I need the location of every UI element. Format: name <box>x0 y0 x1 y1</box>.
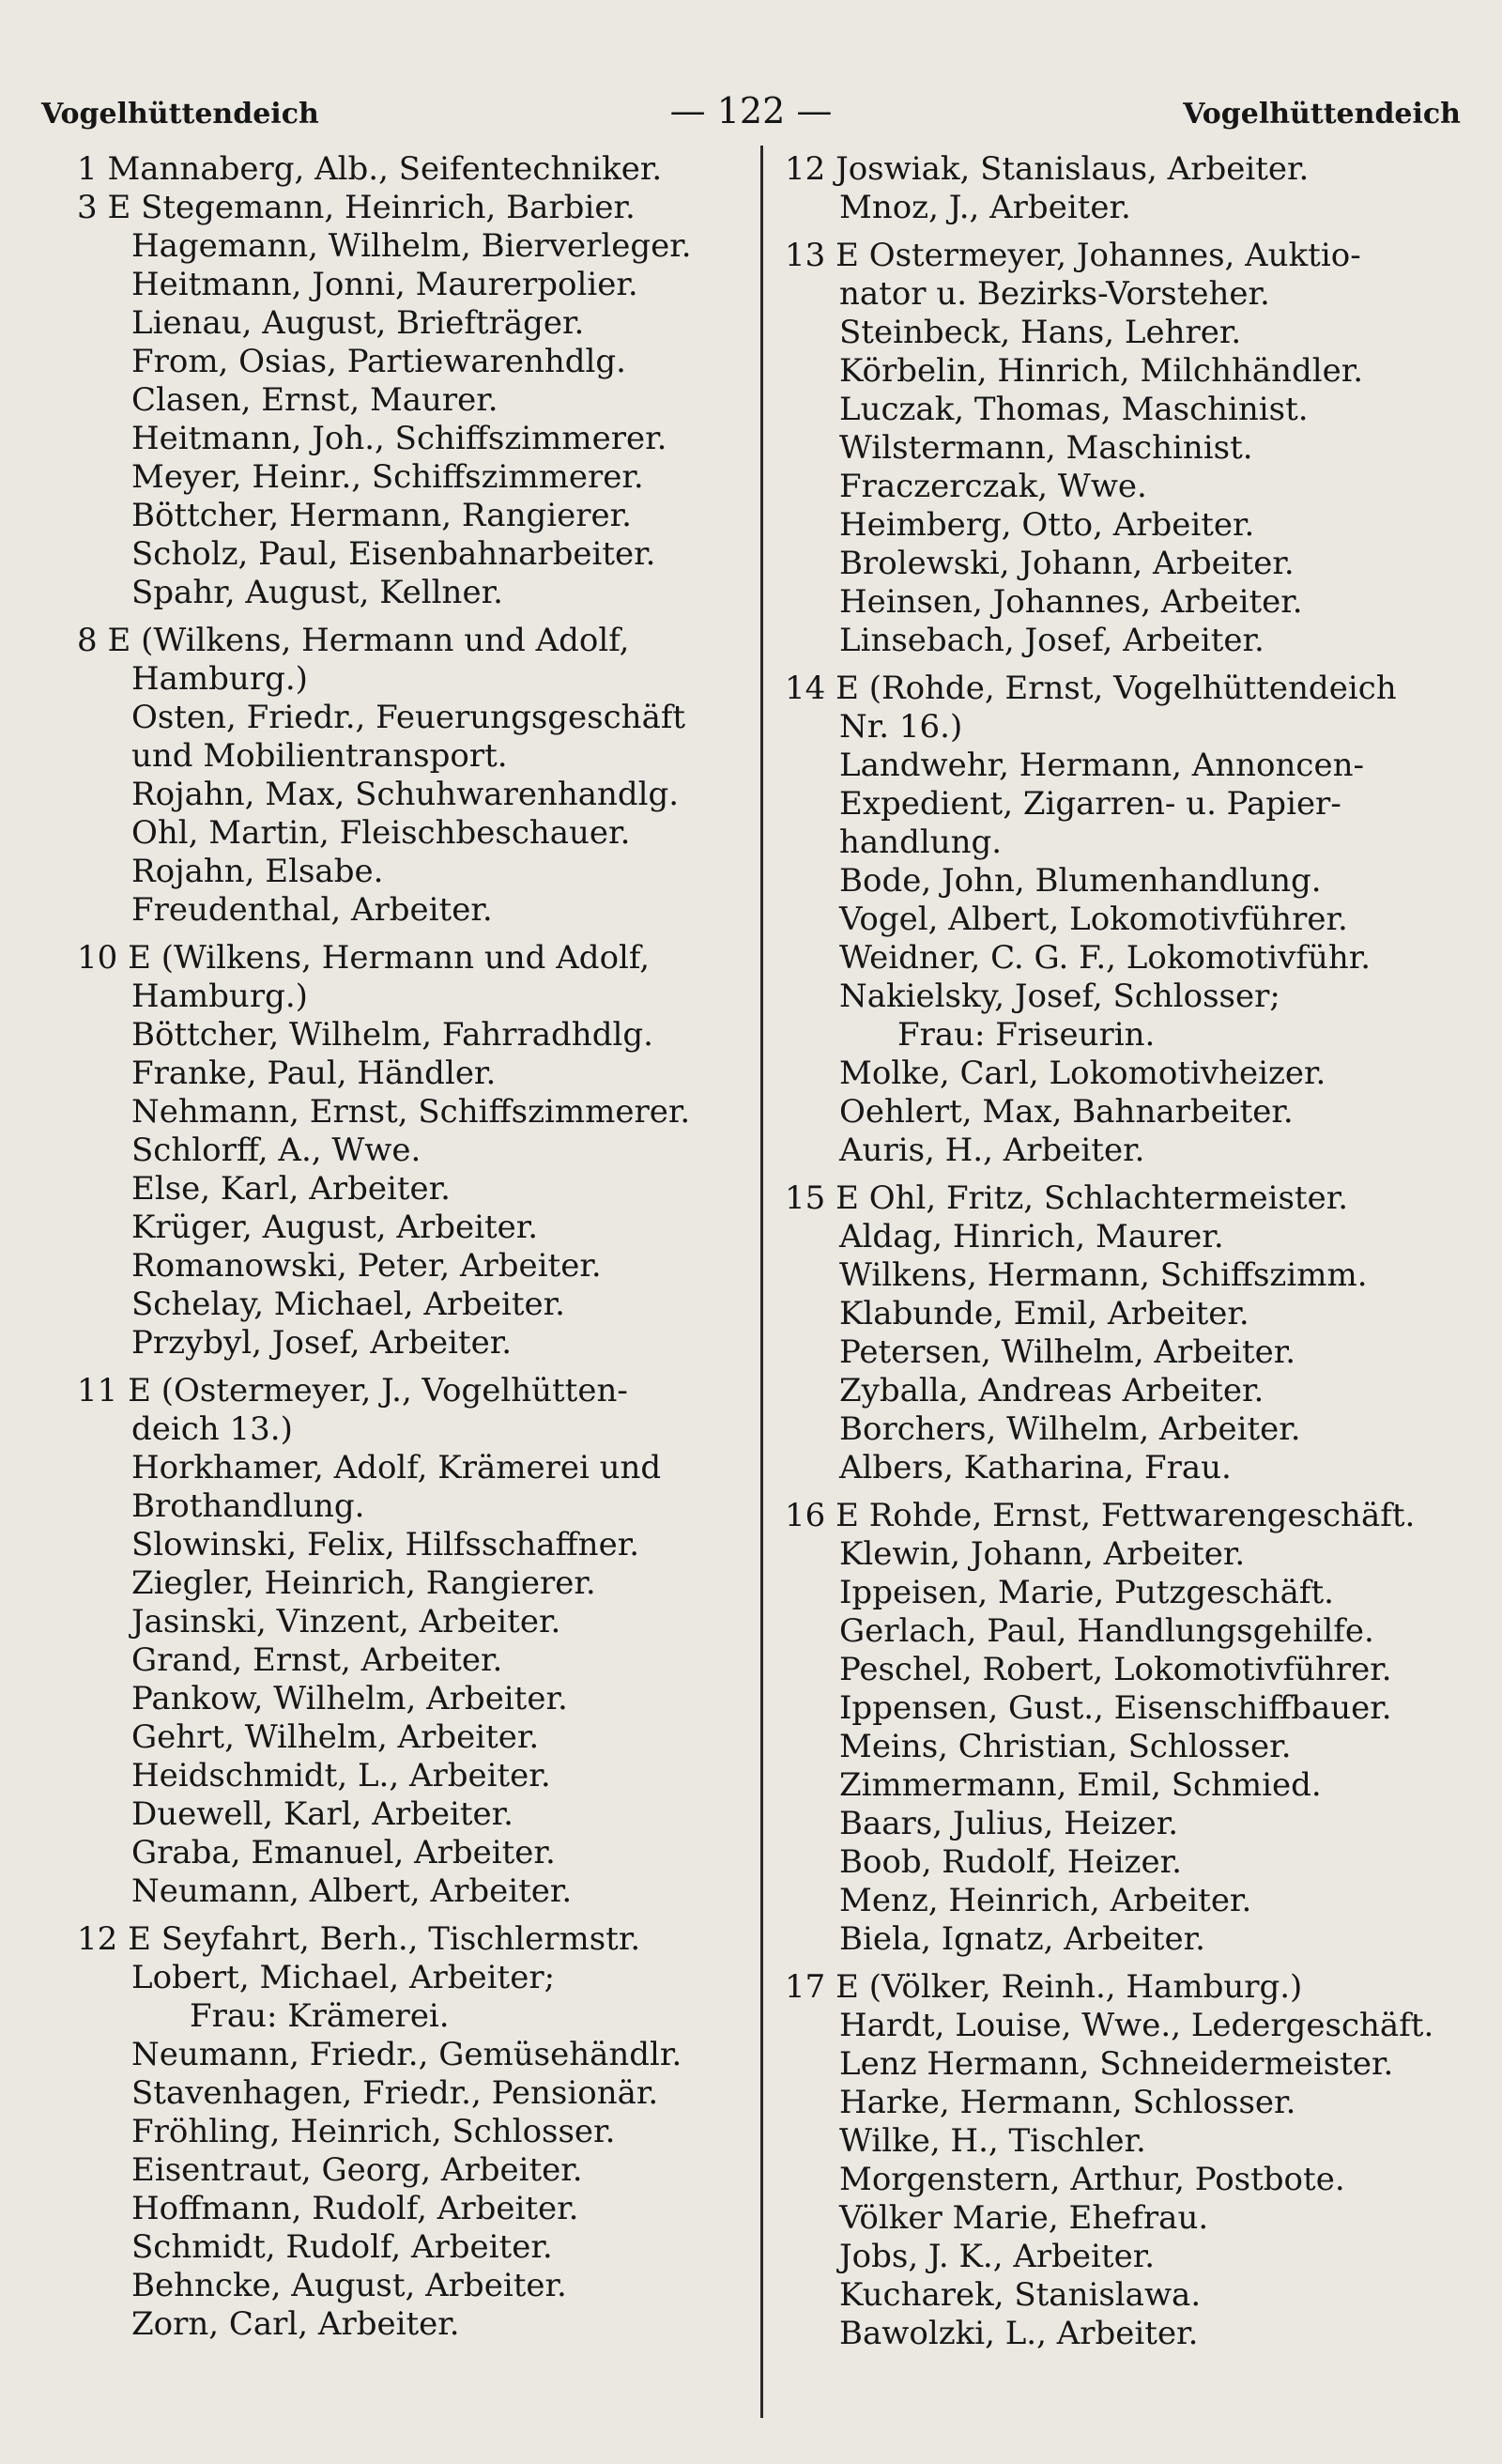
directory-line: Pankow, Wilhelm, Arbeiter. <box>131 1680 568 1717</box>
directory-line: Schlorff, A., Wwe. <box>131 1132 421 1169</box>
directory-line: Heinsen, Johannes, Arbeiter. <box>839 583 1303 621</box>
directory-line: Ziegler, Heinrich, Rangierer. <box>131 1564 596 1602</box>
directory-line: 16 E Rohde, Ernst, Fettwarengeschäft. <box>785 1497 1416 1534</box>
directory-line: 15 E Ohl, Fritz, Schlachtermeister. <box>785 1179 1349 1217</box>
directory-line: Eisentraut, Georg, Arbeiter. <box>131 2151 583 2189</box>
directory-line: Völker Marie, Ehefrau. <box>839 2199 1209 2237</box>
directory-line: Osten, Friedr., Feuerungsgeschäft <box>131 699 686 736</box>
directory-line: Wilke, H., Tischler. <box>839 2122 1146 2160</box>
directory-line: Brothandlung. <box>131 1487 365 1525</box>
right-column <box>785 150 1470 2353</box>
directory-line: Ippensen, Gust., Eisenschiffbauer. <box>839 1689 1392 1727</box>
directory-line: 10 E (Wilkens, Hermann und Adolf, <box>77 939 651 977</box>
directory-line: Else, Karl, Arbeiter. <box>131 1170 451 1208</box>
directory-line: Heidschmidt, L., Arbeiter. <box>131 1757 551 1794</box>
directory-line: Hagemann, Wilhelm, Bierverleger. <box>131 227 692 265</box>
directory-line: Böttcher, Hermann, Rangierer. <box>131 497 632 534</box>
directory-line: Rojahn, Max, Schuhwarenhandlg. <box>131 776 680 813</box>
directory-line: Meins, Christian, Schlosser. <box>839 1728 1292 1765</box>
directory-line: Frau: Friseurin. <box>897 1016 1156 1054</box>
directory-line: Gehrt, Wilhelm, Arbeiter. <box>131 1718 540 1756</box>
left-column <box>77 150 753 2344</box>
directory-line: Bawolzki, L., Arbeiter. <box>839 2315 1199 2352</box>
directory-line: 13 E Ostermeyer, Johannes, Auktio- <box>785 237 1361 274</box>
directory-line: Menz, Heinrich, Arbeiter. <box>839 1882 1252 1919</box>
directory-line: Lobert, Michael, Arbeiter; <box>131 1959 556 1996</box>
directory-line: Neumann, Friedr., Gemüsehändlr. <box>131 2036 682 2073</box>
header-street-right: Vogelhüttendeich <box>1183 98 1461 131</box>
directory-line: 11 E (Ostermeyer, J., Vogelhütten- <box>77 1372 628 1409</box>
directory-line: Weidner, C. G. F., Lokomotivführ. <box>839 939 1372 977</box>
directory-line: Vogel, Albert, Lokomotivführer. <box>839 901 1348 938</box>
directory-line: Lenz Hermann, Schneidermeister. <box>839 2045 1394 2083</box>
directory-line: Frau: Krämerei. <box>190 1997 450 2035</box>
directory-line: Hamburg.) <box>131 978 308 1015</box>
directory-line: handlung. <box>839 824 1003 861</box>
directory-line: Hoffmann, Rudolf, Arbeiter. <box>131 2190 579 2227</box>
directory-line: Steinbeck, Hans, Lehrer. <box>839 314 1242 351</box>
directory-line: deich 13.) <box>131 1410 293 1448</box>
directory-line: Albers, Katharina, Frau. <box>839 1449 1232 1486</box>
directory-line: nator u. Bezirks-Vorsteher. <box>839 275 1270 313</box>
directory-line: Borchers, Wilhelm, Arbeiter. <box>839 1410 1301 1448</box>
directory-line: Zyballa, Andreas Arbeiter. <box>839 1372 1264 1409</box>
directory-line: Molke, Carl, Lokomotivheizer. <box>839 1055 1326 1092</box>
directory-line: Boob, Rudolf, Heizer. <box>839 1843 1182 1881</box>
directory-line: Böttcher, Wilhelm, Fahrradhdlg. <box>131 1016 653 1054</box>
directory-line: 8 E (Wilkens, Hermann und Adolf, <box>77 622 630 659</box>
directory-line: Biela, Ignatz, Arbeiter. <box>839 1920 1205 1958</box>
directory-line: Horkhamer, Adolf, Krämerei und <box>131 1449 662 1486</box>
directory-line: 14 E (Rohde, Ernst, Vogelhüttendeich <box>785 670 1397 707</box>
directory-line: Wilstermann, Maschinist. <box>839 429 1253 467</box>
directory-line: Nakielsky, Josef, Schlosser; <box>839 978 1280 1015</box>
directory-line: Luczak, Thomas, Maschinist. <box>839 391 1309 428</box>
directory-line: Neumann, Albert, Arbeiter. <box>131 1872 573 1910</box>
directory-line: Grand, Ernst, Arbeiter. <box>131 1641 503 1679</box>
directory-line: Mnoz, J., Arbeiter. <box>839 189 1131 226</box>
directory-line: Kucharek, Stanislawa. <box>839 2276 1202 2314</box>
directory-line: Baars, Julius, Heizer. <box>839 1805 1179 1842</box>
directory-line: Scholz, Paul, Eisenbahnarbeiter. <box>131 535 656 573</box>
directory-line: Lienau, August, Briefträger. <box>131 304 585 342</box>
directory-line: Jasinski, Vinzent, Arbeiter. <box>131 1603 561 1640</box>
directory-line: Heitmann, Joh., Schiffszimmerer. <box>131 420 667 457</box>
directory-line: Körbelin, Hinrich, Milchhändler. <box>839 352 1364 390</box>
directory-line: Zorn, Carl, Arbeiter. <box>131 2305 460 2343</box>
directory-line: Meyer, Heinr., Schiffszimmerer. <box>131 458 644 496</box>
directory-line: Klabunde, Emil, Arbeiter. <box>839 1295 1249 1332</box>
directory-line: Clasen, Ernst, Maurer. <box>131 381 498 419</box>
directory-line: Brolewski, Johann, Arbeiter. <box>839 545 1295 582</box>
directory-line: Rojahn, Elsabe. <box>131 853 384 890</box>
directory-line: Zimmermann, Emil, Schmied. <box>839 1766 1322 1804</box>
directory-line: Slowinski, Felix, Hilfsschaffner. <box>131 1526 640 1563</box>
directory-line: Nr. 16.) <box>839 708 963 746</box>
directory-line: Fraczerczak, Wwe. <box>839 468 1147 505</box>
directory-line: Behncke, August, Arbeiter. <box>131 2267 567 2304</box>
directory-line: Spahr, August, Kellner. <box>131 574 503 611</box>
directory-line: Morgenstern, Arthur, Postbote. <box>839 2161 1345 2198</box>
directory-line: Auris, H., Arbeiter. <box>839 1132 1145 1169</box>
directory-line: Graba, Emanuel, Arbeiter. <box>131 1834 556 1871</box>
directory-line: Stavenhagen, Friedr., Pensionär. <box>131 2074 659 2112</box>
directory-line: Ohl, Martin, Fleischbeschauer. <box>131 814 631 852</box>
directory-line: From, Osias, Partiewarenhdlg. <box>131 343 626 380</box>
directory-line: 17 E (Völker, Reinh., Hamburg.) <box>785 1968 1303 2006</box>
column-divider <box>760 146 763 2418</box>
page-number: — 122 — <box>669 90 833 131</box>
directory-line: Gerlach, Paul, Handlungsgehilfe. <box>839 1612 1374 1650</box>
directory-line: 12 Joswiak, Stanislaus, Arbeiter. <box>785 150 1310 188</box>
directory-line: Hamburg.) <box>131 660 308 698</box>
directory-line: Aldag, Hinrich, Maurer. <box>839 1218 1224 1255</box>
directory-line: Jobs, J. K., Arbeiter. <box>839 2238 1156 2275</box>
directory-line: Klewin, Johann, Arbeiter. <box>839 1535 1246 1573</box>
directory-line: Schmidt, Rudolf, Arbeiter. <box>131 2228 553 2266</box>
directory-line: 1 Mannaberg, Alb., Seifentechniker. <box>77 150 663 188</box>
directory-line: Oehlert, Max, Bahnarbeiter. <box>839 1093 1294 1131</box>
directory-line: Landwehr, Hermann, Annoncen- <box>839 747 1364 784</box>
directory-line: Nehmann, Ernst, Schiffszimmerer. <box>131 1093 691 1131</box>
directory-line: Expedient, Zigarren- u. Papier- <box>839 785 1341 823</box>
directory-line: Romanowski, Peter, Arbeiter. <box>131 1247 602 1285</box>
directory-line: Hardt, Louise, Wwe., Ledergeschäft. <box>839 2007 1434 2044</box>
directory-line: Freudenthal, Arbeiter. <box>131 891 493 929</box>
directory-line: Linsebach, Josef, Arbeiter. <box>839 622 1264 659</box>
directory-line: Wilkens, Hermann, Schiffszimm. <box>839 1256 1368 1294</box>
directory-line: Heimberg, Otto, Arbeiter. <box>839 506 1255 544</box>
directory-line: Przybyl, Josef, Arbeiter. <box>131 1324 513 1362</box>
directory-line: Heitmann, Jonni, Maurerpolier. <box>131 266 638 303</box>
directory-line: Duewell, Karl, Arbeiter. <box>131 1795 513 1833</box>
header-street-left: Vogelhüttendeich <box>41 98 319 131</box>
directory-line: Ippeisen, Marie, Putzgeschäft. <box>839 1574 1334 1611</box>
directory-line: 12 E Seyfahrt, Berh., Tischlermstr. <box>77 1920 641 1958</box>
directory-line: Peschel, Robert, Lokomotivführer. <box>839 1651 1392 1688</box>
directory-line: Fröhling, Heinrich, Schlosser. <box>131 2113 616 2150</box>
directory-line: Schelay, Michael, Arbeiter. <box>131 1286 565 1323</box>
directory-line: Franke, Paul, Händler. <box>131 1055 497 1092</box>
directory-line: Petersen, Wilhelm, Arbeiter. <box>839 1333 1296 1371</box>
page-header <box>41 77 1461 143</box>
directory-line: Krüger, August, Arbeiter. <box>131 1209 539 1246</box>
directory-line: Bode, John, Blumenhandlung. <box>839 862 1322 900</box>
directory-line: Harke, Hermann, Schlosser. <box>839 2084 1296 2121</box>
directory-line: und Mobilientransport. <box>131 737 508 775</box>
directory-line: 3 E Stegemann, Heinrich, Barbier. <box>77 189 636 226</box>
